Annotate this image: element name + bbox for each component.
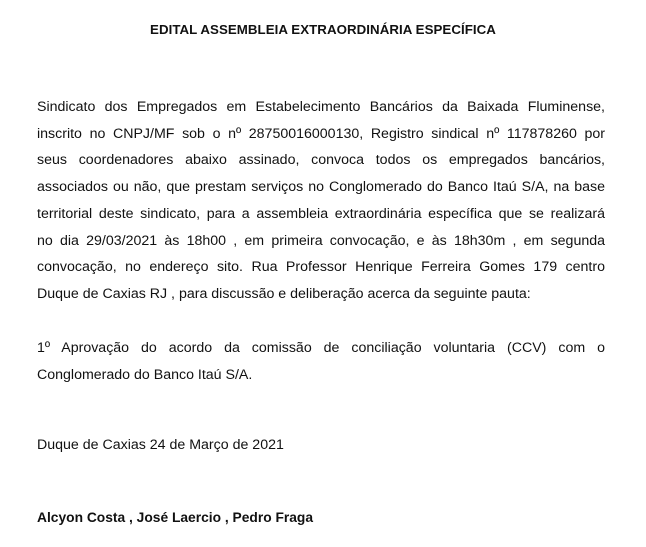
- paragraph-line: convocação, no endereço sito. Rua Professor Henrique Ferreira Gomes 179 centro: [37, 259, 605, 276]
- paragraph-line: territorial deste sindicato, para a assembleia extraordinária específica que se realizará: [37, 205, 605, 222]
- paragraph-line: seus coordenadores abaixo assinado, convoca todos os empregados bancários,: [37, 152, 605, 169]
- agenda-line: Conglomerado do Banco Itaú S/A.: [37, 366, 253, 383]
- paragraph-line: Duque de Caxias RJ , para discussão e deliberação acerca da seguinte pauta:: [37, 285, 531, 302]
- document-title: EDITAL ASSEMBLEIA EXTRAORDINÁRIA ESPECÍFICA: [150, 22, 496, 37]
- paragraph-line: associados ou não, que prestam serviços no Conglomerado do Banco Itaú S/A, na base: [37, 179, 605, 196]
- place-date-line: Duque de Caxias 24 de Março de 2021: [37, 437, 284, 453]
- paragraph-line: Sindicato dos Empregados em Estabelecimento Bancários da Baixada Fluminense,: [37, 99, 605, 115]
- paragraph-line: no dia 29/03/2021 às 18h00 , em primeira convocação, e às 18h30m , em segunda: [37, 232, 605, 249]
- convocation-paragraph: [37, 94, 605, 308]
- agenda-item: [37, 335, 605, 388]
- signers-line: Alcyon Costa , José Laercio , Pedro Fraga: [37, 510, 314, 525]
- agenda-line: 1º Aprovação do acordo da comissão de conciliação voluntaria (CCV) com o: [37, 340, 605, 356]
- paragraph-line: inscrito no CNPJ/MF sob o nº 28750016000130, Registro sindical nº 117878260 por: [37, 125, 605, 142]
